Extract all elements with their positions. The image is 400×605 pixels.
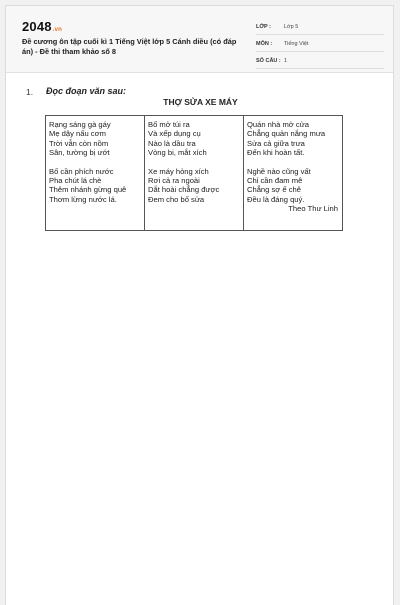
meta-row-class (256, 20, 384, 35)
poem-line: Trời vẫn còn nồm (49, 138, 109, 148)
meta-value: Tiếng Việt (284, 41, 309, 47)
poem-stanza (148, 167, 243, 205)
poem-stanza (49, 167, 144, 205)
poem-line: Thêm nhánh gừng quê (49, 185, 127, 195)
poem-title: THỢ SỬA XE MÁY (163, 97, 238, 107)
poem-stanza (247, 120, 342, 158)
poem-table (45, 115, 343, 231)
question-prompt: Đọc đoạn văn sau: (46, 86, 127, 96)
logo-main: 2048 (22, 19, 52, 34)
poem-line: Sửa cả giữa trưa (247, 138, 305, 148)
poem-line: Chẳng sợ ế chê (247, 185, 301, 195)
meta-key: MÔN : (256, 41, 273, 47)
poem-line: Thơm lừng nước lá. (49, 194, 117, 204)
meta-key: SỐ CÂU : (256, 58, 281, 64)
poem-line: Rạng sáng gà gáy (49, 120, 111, 129)
poem-line: Xe máy hỏng xích (148, 166, 209, 176)
document-meta (256, 20, 384, 71)
document-header (6, 6, 393, 73)
poem-line: Sân, tường bị ướt (49, 148, 110, 158)
poem-line: Vòng bi, mắt xích (148, 148, 207, 158)
poem-line: Đem cho bố sửa (148, 194, 205, 204)
poem-line: Quán nhà mở cửa (247, 120, 309, 129)
poem-stanza (49, 120, 144, 158)
site-logo[interactable] (22, 19, 62, 34)
poem-line: Chỉ cần đam mê (247, 176, 303, 186)
poem-line: Chẳng quản nắng mưa (247, 129, 326, 139)
poem-line: Đến khi hoàn tất. (247, 148, 305, 158)
poem-line: Mẹ dậy nấu cơm (49, 129, 106, 139)
question-number: 1. (26, 87, 34, 97)
logo-suffix: .vn (52, 27, 63, 33)
poem-line: Và xếp dụng cụ (148, 129, 201, 139)
poem-line: Nào là dầu tra (148, 138, 196, 148)
poem-line: Nghề nào cũng vất (247, 166, 311, 176)
poem-author: Theo Thư Linh (288, 204, 338, 214)
poem-column (244, 116, 342, 230)
poem-line: Dắt hoài chẳng được (148, 185, 220, 195)
poem-line: Rơi cả ra ngoài (148, 176, 200, 186)
poem-column (145, 116, 244, 230)
meta-value: Lớp 5 (284, 24, 299, 30)
meta-key: LỚP : (256, 24, 271, 30)
meta-row-subject (256, 37, 384, 52)
poem-line: Bố cần phích nước (49, 166, 114, 176)
meta-row-question-count (256, 54, 384, 69)
poem-stanza (148, 120, 243, 158)
document-page (5, 5, 394, 605)
poem-column (46, 116, 145, 230)
document-title: Đề cương ôn tập cuối kì 1 Tiếng Việt lớp 5 Cánh diều (có đáp án) - Đề thi tham khảo số 8 (22, 37, 237, 56)
poem-stanza (247, 167, 342, 205)
poem-line: Đều là đáng quý. (247, 194, 305, 204)
poem-line: Bố mở túi ra (148, 120, 190, 129)
poem-line: Pha chút lá chè (49, 176, 102, 186)
meta-value: 1 (284, 58, 288, 64)
